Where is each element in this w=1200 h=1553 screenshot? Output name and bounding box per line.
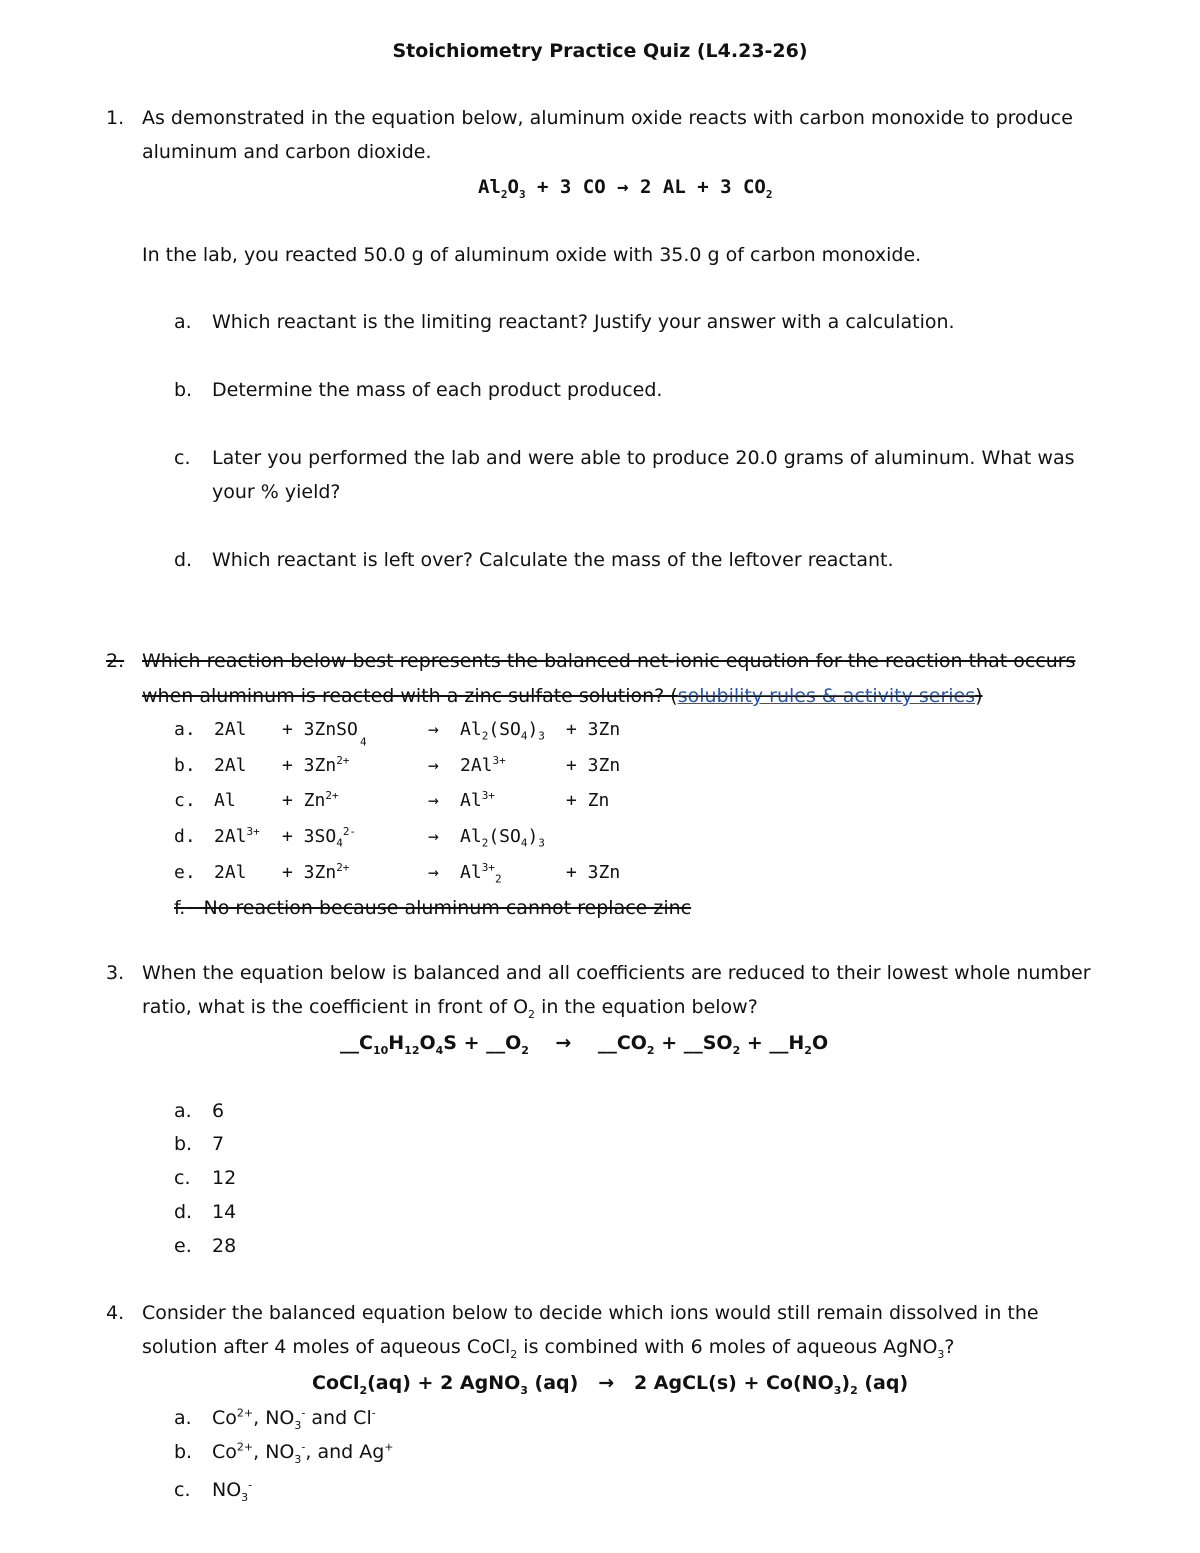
arrow-icon: → — [428, 862, 439, 883]
q1d-label: d. — [174, 549, 193, 571]
q2-number: 2. — [106, 650, 125, 672]
q3-text-line2: ratio, what is the coefficient in front of $O_2$ in the equation below? — [142, 996, 758, 1021]
solubility-rules-link[interactable]: solubility rules & activity series — [677, 685, 976, 707]
q1-equation: $Al_2O_3 + 3$ CO → 2 AL + 3 $CO_2$ — [478, 176, 773, 201]
q1b-text: Determine the mass of each product produced. — [212, 379, 663, 401]
q4-text-line1: Consider the balanced equation below to decide which ions would still remain dissolved in the — [142, 1302, 1039, 1324]
q4-number: 4. — [106, 1302, 125, 1324]
q1-text-line2: aluminum and carbon dioxide. — [142, 141, 432, 163]
quiz-page: Stoichiometry Practice Quiz (L4.23-26) 1. As demonstrated in the equation below, aluminum oxide reacts with carbon monoxide to produce aluminum and carbon dioxide. $Al_2O_3 + 3$ CO → 2 AL + 3 $CO_2$ In the lab, you reacted 50.0 g of aluminum oxide with 35.0 g of carbon monoxide. a. Which reactant is the limiting reactant? Justify your answer with a calculation. b. Determine the mass of each product produced. c. Later you performed the lab and were able to produce 20.0 grams of aluminum. What was your % yield? d. Which reactant is left over? Calculate the mass of the leftover reactant. 2. Which reaction below best represents the balanced net-ionic equation for the reaction that occurs when aluminum is reacted with a zinc sulfate solution? (solubility rules & activity series) a. 2Al + 3ZnSO $_4$ → $Al_2(SO_4)_3$ + 3Zn b. 2Al + $3Zn^{2+}$ → $2Al^{3+}$ + 3Zn c. Al + $Zn^{2+}$ → $Al^{3+}$ + Zn d. $2Al^{3+}$ + $3SO_4^{2-}$ → $Al_2(SO_4)_3$ e. 2Al + $3Zn^{2+}$ → $Al^{3+}_2$ + 3Zn f. No reaction because aluminum cannot replace zinc 3. When the equation below is balanced and all coefficients are reduced to their lowest whole number ratio, what is the coefficient in front of $O_2$ in the equation below? $\_\_C_{10}H_{12}O_4S$ + $\_\_O_2$ → $\_\_CO_2$ + $\_\_SO_2$ + $\_\_H_2O$ a. 6 b. 7 c. 12 d. 14 e. 28 4. Consider the balanced equation below to decide which ions would still remain dissolved in the solution after 4 moles of aqueous CoCl$_2$ is combined with 6 moles of aqueous AgNO$_3$? CoCl$_2$(aq) + 2 AgNO$_3$ (aq) → 2 AgCL(s) + $Co(NO_3)_2$ (aq) a. $Co^{2+}$, $NO_3^-$ and Cl- b. $Co^{2+}$, $NO_3^-$, and Ag+ c. $NO_3^-$ — [0, 0, 1200, 1553]
q3-answer-label: e. — [174, 1235, 192, 1257]
q1-text-line1: As demonstrated in the equation below, aluminum oxide reacts with carbon monoxide to produce — [142, 107, 1073, 129]
q3-answer-label: d. — [174, 1201, 193, 1223]
arrow-icon: → — [428, 790, 439, 811]
q3-answer-label: c. — [174, 1167, 191, 1189]
q1-lab-text: In the lab, you reacted 50.0 g of aluminum oxide with 35.0 g of carbon monoxide. — [142, 244, 922, 266]
q4-equation: CoCl$_2$(aq) + 2 AgNO$_3$ (aq) → 2 AgCL(s) + $Co(NO_3)_2$ (aq) — [312, 1372, 909, 1397]
page-title: Stoichiometry Practice Quiz (L4.23-26) — [392, 40, 808, 62]
q2-option-f: f. No reaction because aluminum cannot replace zinc — [174, 897, 692, 919]
q3-answer-value: 6 — [212, 1100, 225, 1122]
q3-equation: $\_\_C_{10}H_{12}O_4S$ + $\_\_O_2$ → $\_\_CO_2$ + $\_\_SO_2$ + $\_\_H_2O$ — [340, 1032, 829, 1057]
q4-answer-b: $Co^{2+}$, $NO_3^-$, and Ag+ — [212, 1440, 394, 1466]
arrow-icon: → — [555, 1032, 572, 1054]
q3-text-line1: When the equation below is balanced and all coefficients are reduced to their lowest whole number — [142, 962, 1091, 984]
q2-text-line2: when aluminum is reacted with a zinc sulfate solution? (solubility rules & activity series) — [142, 685, 983, 707]
q1-number: 1. — [106, 107, 125, 129]
q1d-text: Which reactant is left over? Calculate the mass of the leftover reactant. — [212, 549, 894, 571]
q1c-label: c. — [174, 447, 191, 469]
arrow-icon: → — [617, 176, 629, 198]
q3-number: 3. — [106, 962, 125, 984]
q4-answer-a: $Co^{2+}$, $NO_3^-$ and Cl- — [212, 1406, 376, 1432]
q3-answer-value: 14 — [212, 1201, 237, 1223]
q3-answer-value: 28 — [212, 1235, 237, 1257]
q4-answer-b-label: b. — [174, 1441, 193, 1463]
arrow-icon: → — [428, 719, 439, 740]
arrow-icon: → — [428, 826, 439, 847]
q1c-text-line2: your % yield? — [212, 481, 341, 503]
q1a-label: a. — [174, 311, 192, 333]
q2-text-line1: Which reaction below best represents the balanced net-ionic equation for the reaction that occurs — [142, 650, 1076, 672]
q4-answer-c: $NO_3^-$ — [212, 1478, 253, 1504]
q1a-text: Which reactant is the limiting reactant? Justify your answer with a calculation. — [212, 311, 955, 333]
q3-answer-value: 7 — [212, 1133, 225, 1155]
arrow-icon: → — [598, 1372, 615, 1394]
q1b-label: b. — [174, 379, 193, 401]
q1c-text-line1: Later you performed the lab and were able to produce 20.0 grams of aluminum. What was — [212, 447, 1075, 469]
q3-answer-label: b. — [174, 1133, 193, 1155]
arrow-icon: → — [428, 755, 439, 776]
q3-answer-value: 12 — [212, 1167, 237, 1189]
q4-answer-c-label: c. — [174, 1479, 191, 1501]
q4-text-line2: solution after 4 moles of aqueous CoCl$_2$ is combined with 6 moles of aqueous AgNO$_3$? — [142, 1336, 955, 1361]
q3-answer-label: a. — [174, 1100, 192, 1122]
q4-answer-a-label: a. — [174, 1407, 192, 1429]
